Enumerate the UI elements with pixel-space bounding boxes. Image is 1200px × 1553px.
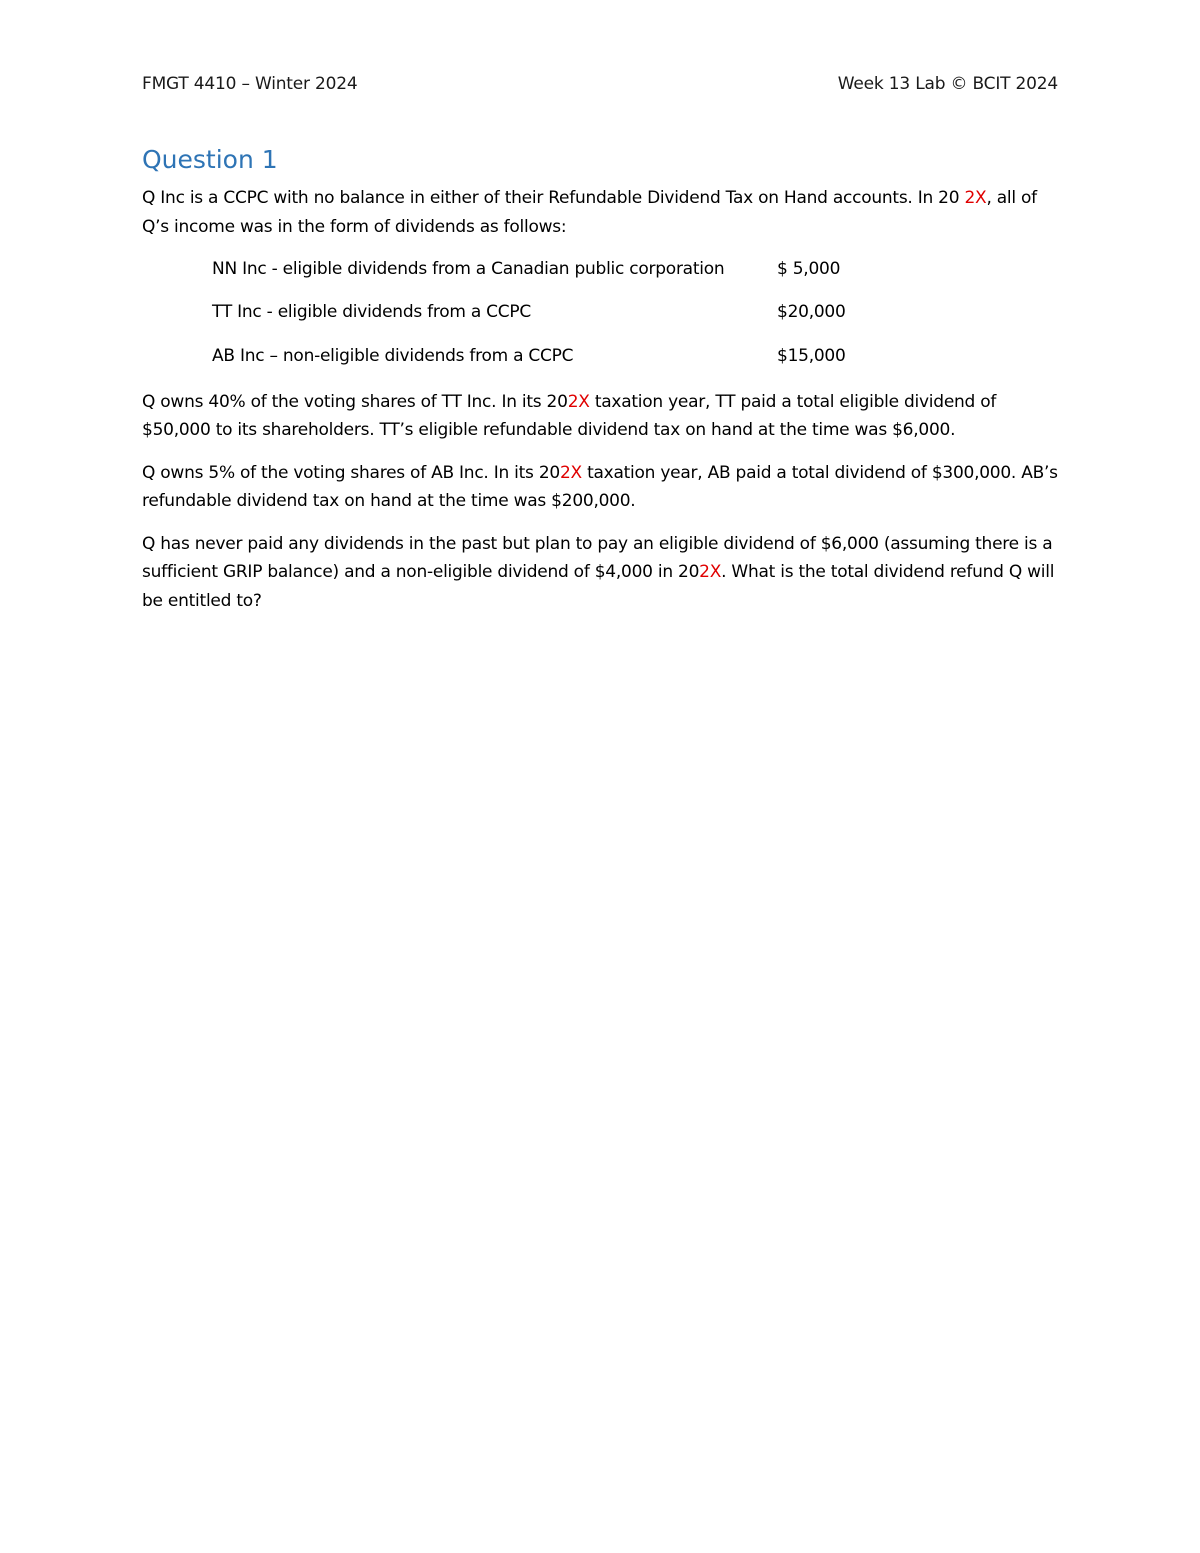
dividend-amount: $15,000 [777,345,846,366]
dividend-label: NN Inc - eligible dividends from a Canadian public corporation [212,258,725,279]
para3-year-highlight: 2X [559,462,582,483]
para2-text-2: taxation year, TT paid a total eligible dividend of $50,000 to its shareholders. TT’s eligible refundable dividend tax on hand at the time was $6,000. [142,391,997,440]
intro-year-highlight: 2X [964,188,987,208]
para2-text-1: Q owns 40% of the voting shares of TT Inc. In its 20 [142,391,568,412]
para4-year-highlight: 2X [699,562,722,582]
dividend-amount: $20,000 [777,302,846,323]
intro-text-2: , all of Q’s income was in the form of dividends as follows: [142,188,1037,237]
dividend-row [212,247,1062,291]
paragraph-question-prompt [142,530,1062,616]
header-course: FMGT 4410 – Winter 2024 [142,74,358,94]
para4-text-1: Q has never paid any dividends in the past but plan to pay an eligible dividend of $6,000 (assuming there is a sufficient GRIP balance) and a non-eligible dividend of $4,000 in 20 [142,533,1053,582]
dividend-amount: $ 5,000 [777,258,841,279]
dividend-row [212,334,1062,378]
para4-text-2: . What is the total dividend refund Q will be entitled to? [142,562,1055,611]
question-section [142,142,1062,629]
header-lab-copyright: Week 13 Lab © BCIT 2024 [837,74,1058,94]
para2-year-highlight: 2X [567,391,590,412]
dividend-label: TT Inc - eligible dividends from a CCPC [212,302,532,323]
dividend-row [212,291,1062,335]
question-title: Question 1 [142,145,278,174]
dividend-label: AB Inc – non-eligible dividends from a CCPC [212,345,574,366]
question-intro [142,184,1062,241]
paragraph-tt-inc [142,388,1062,445]
intro-text-1: Q Inc is a CCPC with no balance in either of their Refundable Dividend Tax on Hand accounts. In 20 [142,188,965,208]
dividend-list [212,247,1062,378]
paragraph-ab-inc [142,459,1062,516]
para3-text-2: taxation year, AB paid a total dividend of $300,000. AB’s refundable dividend tax on hand at the time was $200,000. [142,462,1058,511]
para3-text-1: Q owns 5% of the voting shares of AB Inc. In its 20 [142,462,560,483]
